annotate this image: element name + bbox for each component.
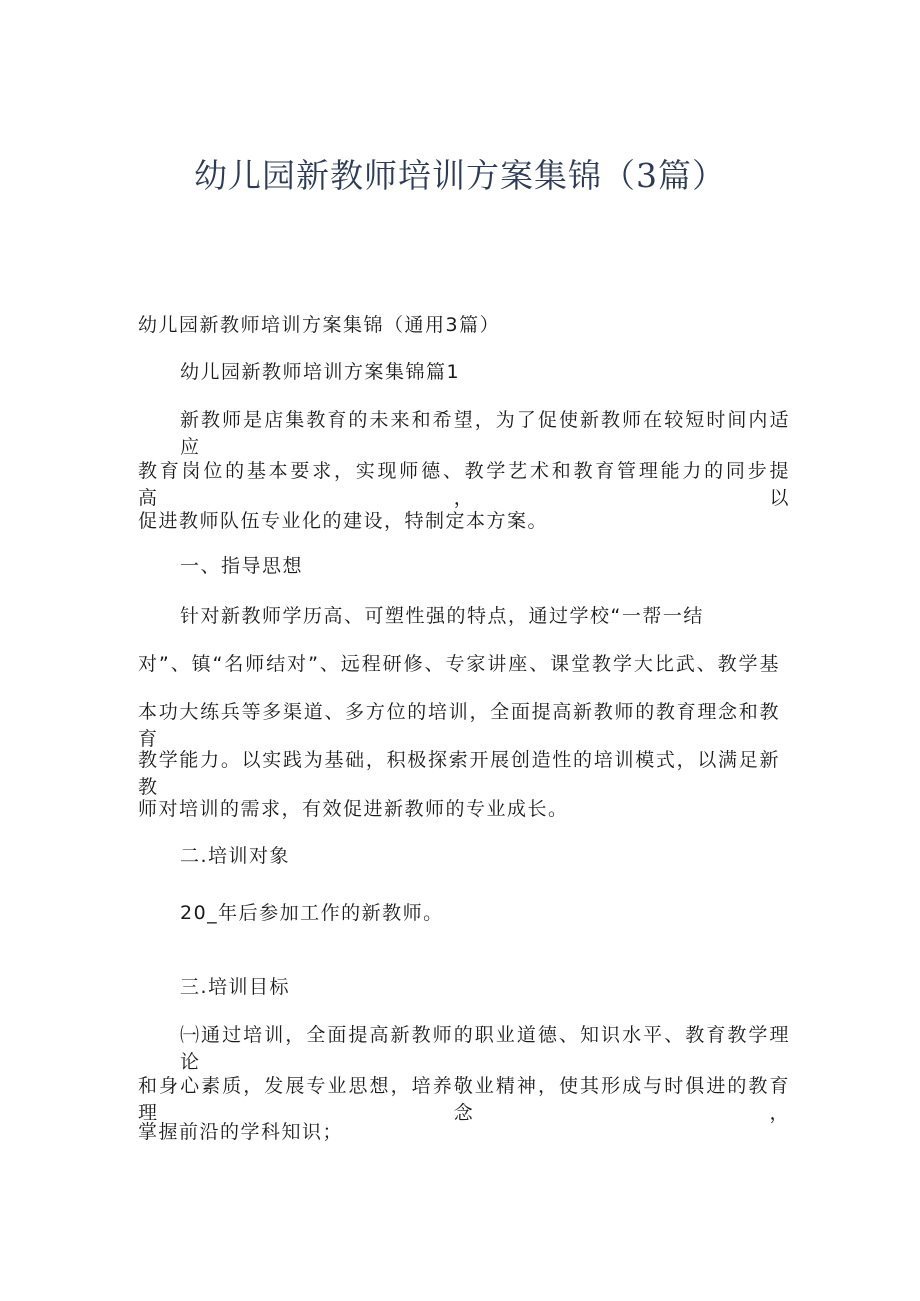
guiding-line-1: 针对新教师学历高、可塑性强的特点，通过学校“一帮一结	[180, 605, 704, 627]
intro-line-3: 促进教师队伍专业化的建设，特制定本方案。	[138, 510, 549, 532]
document-title: 幼儿园新教师培训方案集锦（3篇）	[194, 156, 726, 195]
heading-training-goals: 三.培训目标	[180, 976, 291, 998]
guiding-line-5: 师对培训的需求，有效促进新教师的专业成长。	[138, 798, 569, 820]
training-target-text: 20_年后参加工作的新教师。	[180, 902, 444, 924]
section-heading: 幼儿园新教师培训方案集锦篇1	[180, 361, 461, 383]
intro-line-1: 新教师是店集教育的未来和希望，为了促使新教师在较短时间内适应	[180, 409, 790, 458]
document-subtitle: 幼儿园新教师培训方案集锦（通用3篇）	[138, 314, 501, 336]
guiding-line-4: 教学能力。以实践为基础，积极探索开展创造性的培训模式，以满足新教	[138, 749, 780, 798]
heading-training-target: 二.培训对象	[180, 845, 291, 867]
goals-line-1: ㈠通过培训，全面提高新教师的职业道德、知识水平、教育教学理论	[180, 1024, 790, 1073]
guiding-line-2: 对”、镇“名师结对”、远程研修、专家讲座、课堂教学大比武、教学基	[138, 653, 780, 675]
goals-line-2: 和身心素质，发展专业思想，培养敬业精神，使其形成与时俱进的教育理念，	[138, 1075, 790, 1124]
intro-line-2: 教育岗位的基本要求，实现师德、教学艺术和教育管理能力的同步提高，以	[138, 460, 790, 509]
heading-guiding-thought: 一、指导思想	[180, 555, 304, 577]
goals-line-3: 掌握前沿的学科知识；	[138, 1121, 344, 1143]
guiding-line-3: 本功大练兵等多渠道、多方位的培训，全面提高新教师的教育理念和教育	[138, 701, 780, 750]
